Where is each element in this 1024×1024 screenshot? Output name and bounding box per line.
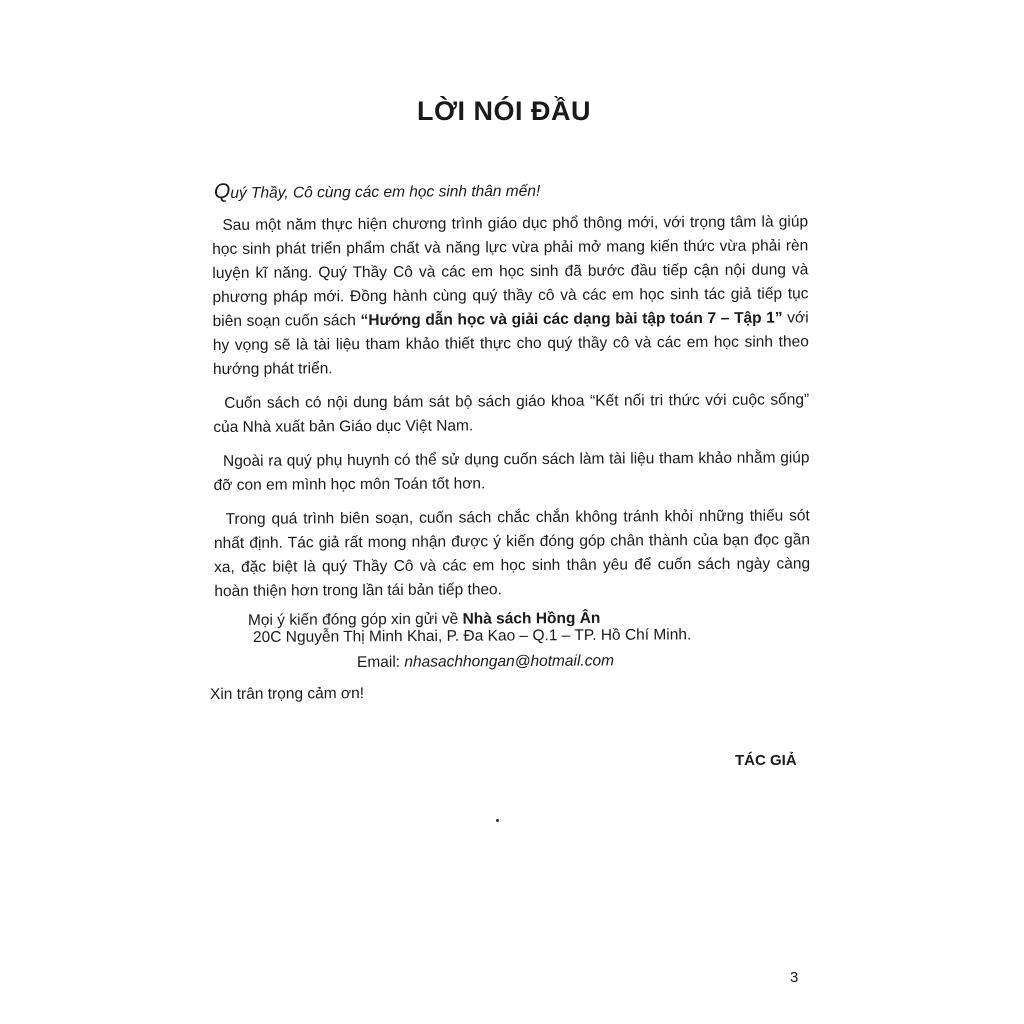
greeting-text: uý Thầy, Cô cùng các em học sinh thân mến!	[230, 182, 541, 202]
contact-address: 20C Nguyễn Thị Minh Khai, P. Đa Kao – Q.1 – TP. Hồ Chí Minh.	[252, 626, 692, 646]
publisher-name: Nhà sách Hồng Ân	[462, 609, 601, 628]
paragraph-2	[213, 388, 809, 440]
paragraph-3	[213, 446, 809, 498]
contact-email	[357, 652, 614, 672]
print-speck	[496, 819, 499, 822]
paragraph-4-text: Trong quá trình biên soạn, cuốn sách chắc chắn không tránh khỏi những thiếu sót nhất định. Tác giả rất mong nhận được ý kiến đóng góp chân thành của bạn đọc gần xa, đặc biệt là quý Thầy Cô và các em học sinh thân yêu để cuốn sách ngày càng hoàn thiện hơn trong lần tái bản tiếp theo.	[213, 507, 811, 600]
email-label: Email:	[356, 653, 405, 671]
page-number: 3	[790, 969, 799, 986]
book-title: “Hướng dẫn học và giải các dạng bài tập toán 7 – Tập 1”	[360, 309, 783, 330]
paragraph-3-text: Ngoài ra quý phụ huynh có thể sử dụng cuốn sách làm tài liệu tham khảo nhằm giúp đỡ con em mình học môn Toán tốt hơn.	[213, 449, 810, 494]
contact-intro-text: Mọi ý kiến đóng góp xin gửi về	[247, 610, 463, 629]
paragraph-2-text: Cuốn sách có nội dung bám sát bộ sách giáo khoa “Kết nối tri thức với cuộc sống” của Nhà xuất bản Giáo dục Việt Nam.	[213, 391, 810, 436]
page-title: LỜI NÓI ĐẦU	[416, 96, 592, 126]
paragraph-1-text-end: với hy vọng sẽ là tài liệu tham khảo thiết thực cho quý thầy cô và các em học sinh theo hướng phát triển.	[212, 309, 809, 378]
paragraph-1	[212, 210, 809, 382]
paragraph-4	[214, 504, 811, 604]
email-address: nhasachhongan@hotmail.com	[404, 652, 615, 671]
closing-line: Xin trân trọng cảm ơn!	[209, 685, 365, 703]
preface-body	[212, 210, 810, 614]
greeting-initial: Q	[213, 179, 231, 203]
paragraph-1-text-start: Sau một năm thực hiện chương trình giáo dục phổ thông mới, với trọng tâm là giúp học sinh phát triển phẩm chất và năng lực vừa phải mở mang kiến thức vừa phải rèn luyện kĩ năng. Quý Thầy Cô và các em học sinh đã bước đầu tiếp cận nội dung và phương pháp mới. Đồng hành cùng quý thầy cô và các em học sinh tác giả tiếp tục biên soạn cuốn sách	[212, 213, 809, 330]
greeting	[214, 178, 540, 204]
author-signature: TÁC GIẢ	[735, 752, 797, 769]
